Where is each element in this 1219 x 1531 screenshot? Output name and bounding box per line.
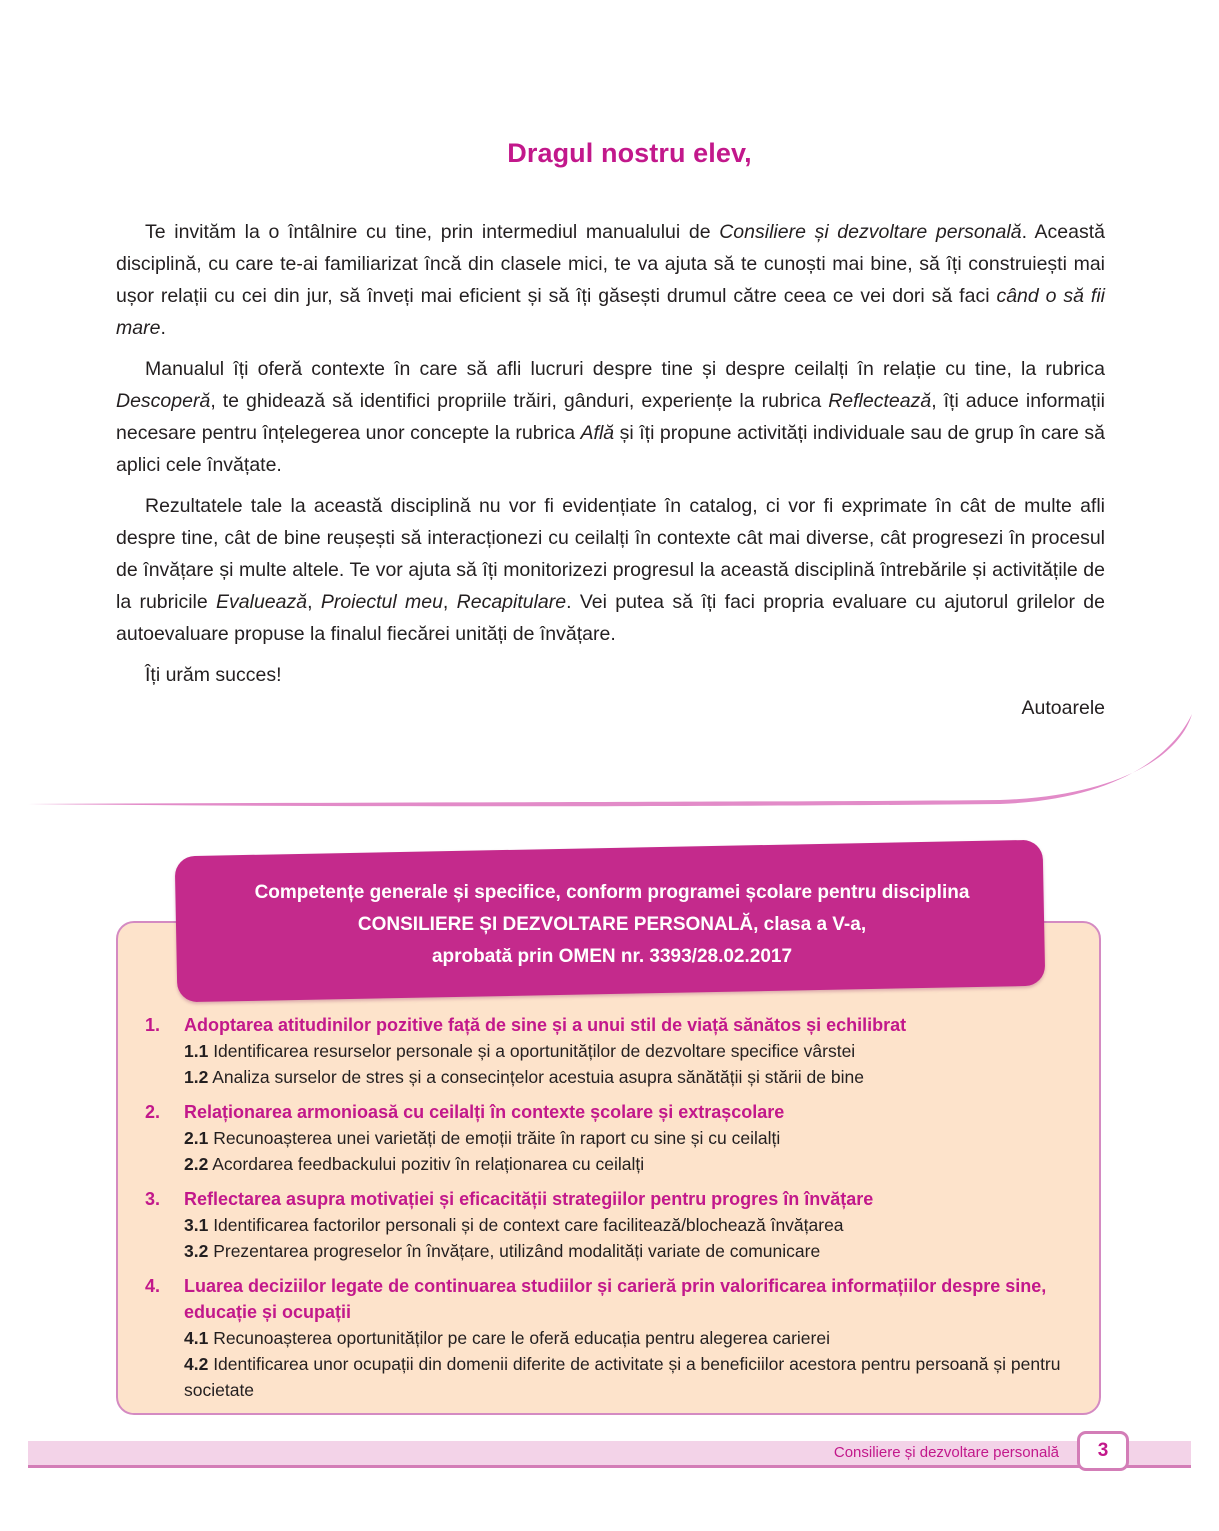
competence-number: 1. — [145, 1015, 161, 1035]
letter-paragraph-2: Manualul îți oferă contexte în care să afli lucruri despre tine și despre ceilalți în relație cu tine, la rubrica Descoperă, te ghidează să identifici propriile trăiri, gânduri, experiențe la rubrica Reflectează, îți aduce informații necesare pentru înțelegerea unor concepte la rubrica Află și îți propune activități individuale sau de grup în care să aplici cele învățate. — [116, 358, 1106, 476]
footer-book-title: Consiliere și dezvoltare personală — [833, 1444, 1059, 1461]
competence-item — [145, 1099, 1085, 1177]
competence-number: 3. — [145, 1189, 161, 1209]
letter-paragraph-1: Te invităm la o întâlnire cu tine, prin intermediul manualului de Consiliere și dezvoltare personală. Această disciplină, cu care te-ai familiarizat încă din clasele mici, te va ajuta să te cunoști mai bine, să îți construiești mai ușor relații cu cei din jur, să înveți mai eficient și să îți găsești drumul către ceea ce vei dori să faci când o să fii mare. — [116, 221, 1106, 339]
competences-banner-text: Competențe generale și specifice, conform programei școlare pentru disciplina CONSILIERE ȘI DEZVOLTARE PERSONALĂ, clasa a V-a, aprobată prin OMEN nr. 3393/28.02.2017 — [254, 882, 970, 967]
letter-paragraph-3: Rezultatele tale la această disciplină nu vor fi evidențiate în catalog, ci vor fi exprimate în cât de multe afli despre tine, cât de bine reușești să interacționezi cu ceilalți în contexte cât mai diverse, cât progresezi în procesul de învățare și multe altele. Te vor ajuta să îți monitorizezi progresul la această disciplină întrebările și activitățile de la rubricile Evaluează, Proiectul meu, Recapitulare. Vei putea să îți faci propria evaluare cu ajutorul grilelor de autoevaluare propuse la finalul fiecărei unități de învățare. — [116, 495, 1105, 645]
specific-competence: 2.1 Recunoașterea unei varietăți de emoții trăite în raport cu sine și cu ceilalți — [184, 1128, 781, 1148]
competence-title: Luarea deciziilor legate de continuarea studiilor și carieră prin valorificarea informațiilor despre sine, educație și ocupații — [184, 1276, 1047, 1322]
competence-item — [145, 1273, 1085, 1403]
decorative-swoosh — [0, 700, 1219, 820]
specific-competence: 3.2 Prezentarea progreselor în învățare, utilizând modalități variate de comunicare — [184, 1241, 821, 1261]
competences-list — [145, 1012, 1085, 1412]
page-title: Dragul nostru elev, — [507, 138, 752, 168]
specific-competence: 2.2 Acordarea feedbackului pozitiv în relaționarea cu ceilalți — [184, 1154, 645, 1174]
competence-item — [145, 1186, 1085, 1264]
specific-competence: 1.2 Analiza surselor de stres și a consecințelor acestuia asupra sănătății și stării de bine — [184, 1067, 864, 1087]
competence-number: 4. — [145, 1276, 161, 1296]
intro-letter — [116, 216, 1105, 733]
page-number: 3 — [1077, 1431, 1129, 1471]
competence-title: Reflectarea asupra motivației și eficacității strategiilor pentru progres în învățare — [184, 1189, 874, 1209]
competence-item — [145, 1012, 1085, 1090]
competence-title: Relaționarea armonioasă cu ceilalți în contexte școlare și extrașcolare — [184, 1102, 785, 1122]
specific-competence: 3.1 Identificarea factorilor personali și de context care facilitează/blochează învățarea — [184, 1215, 844, 1235]
specific-competence: 4.1 Recunoașterea oportunităților pe care le oferă educația pentru alegerea carierei — [184, 1328, 830, 1348]
competence-number: 2. — [145, 1102, 161, 1122]
letter-signature: Autoarele — [1021, 697, 1105, 719]
competence-title: Adoptarea atitudinilor pozitive față de sine și a unui stil de viață sănătos și echilibrat — [184, 1015, 907, 1035]
specific-competence: 4.2 Identificarea unor ocupații din domenii diferite de activitate și a beneficiilor acestora pentru persoană și pentru societate — [184, 1354, 1061, 1400]
letter-closing: Îți urăm succes! — [145, 664, 282, 686]
specific-competence: 1.1 Identificarea resurselor personale și a oportunităților de dezvoltare specifice vârstei — [184, 1041, 856, 1061]
